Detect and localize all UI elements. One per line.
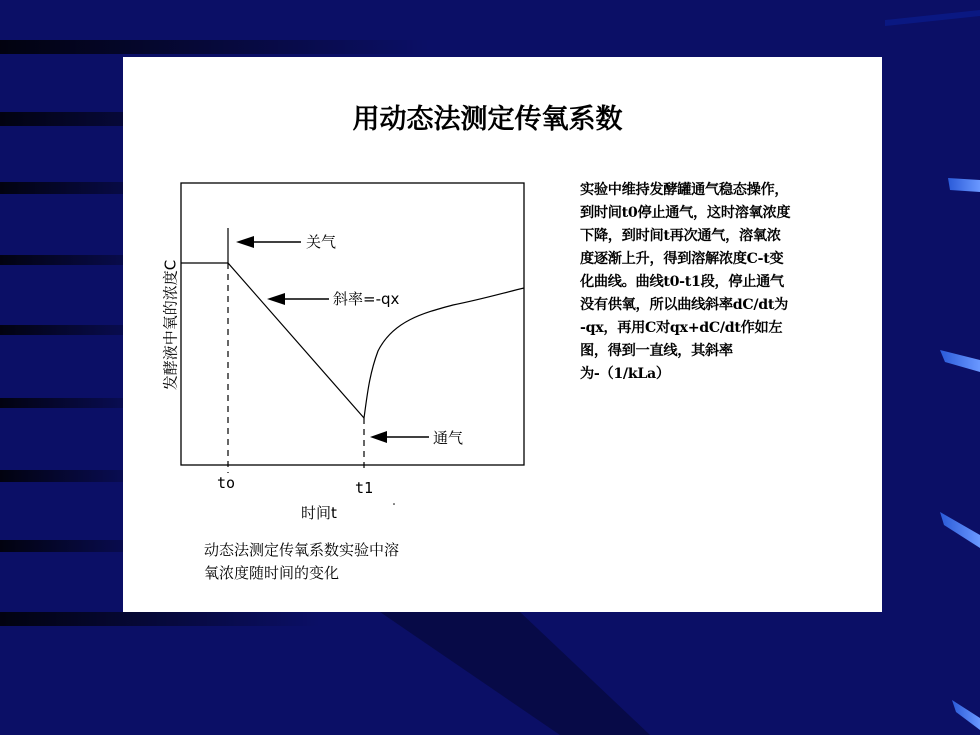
stop-aeration-arrow-head bbox=[236, 236, 254, 248]
bg-stripe bbox=[0, 40, 430, 54]
x-axis-label: 时间t bbox=[301, 504, 337, 522]
slope-arrow-head bbox=[267, 293, 285, 305]
bg-accent bbox=[948, 178, 980, 192]
bg-stripe bbox=[0, 612, 320, 626]
slide-content-panel bbox=[123, 57, 882, 612]
aeration-arrow-head bbox=[370, 431, 387, 443]
aeration-label: 通气 bbox=[433, 429, 464, 447]
experiment-description: 实验中维持发酵罐通气稳态操作， 到时间t0停止通气，这时溶氧浓度 下降，到时间t再次通气，溶氧浓 度逐渐上升，得到溶解浓度C-t变 化曲线。曲线t0-t1段，停止通气 没有供氧，所以曲线斜率dC/dt为 -qx，再用C对qx+dC/dt作如左 图，得到一直线，其斜率 为-（1/kLa） bbox=[580, 182, 791, 382]
y-axis-label: 发酵液中氧的浓度C bbox=[161, 259, 180, 391]
stop-aeration-label: 关气 bbox=[306, 233, 337, 251]
tick-label-t0: to bbox=[217, 474, 236, 492]
plot-frame bbox=[181, 183, 524, 465]
figure-caption: 动态法测定传氧系数实验中溶 氧浓度随时间的变化 bbox=[204, 541, 400, 582]
slope-label: 斜率=-qx bbox=[333, 290, 400, 308]
tick-label-t1: t1 bbox=[355, 479, 374, 497]
slide-title: 用动态法测定传氧系数 bbox=[352, 104, 623, 135]
concentration-curve bbox=[181, 263, 524, 418]
stray-dot bbox=[393, 503, 395, 505]
